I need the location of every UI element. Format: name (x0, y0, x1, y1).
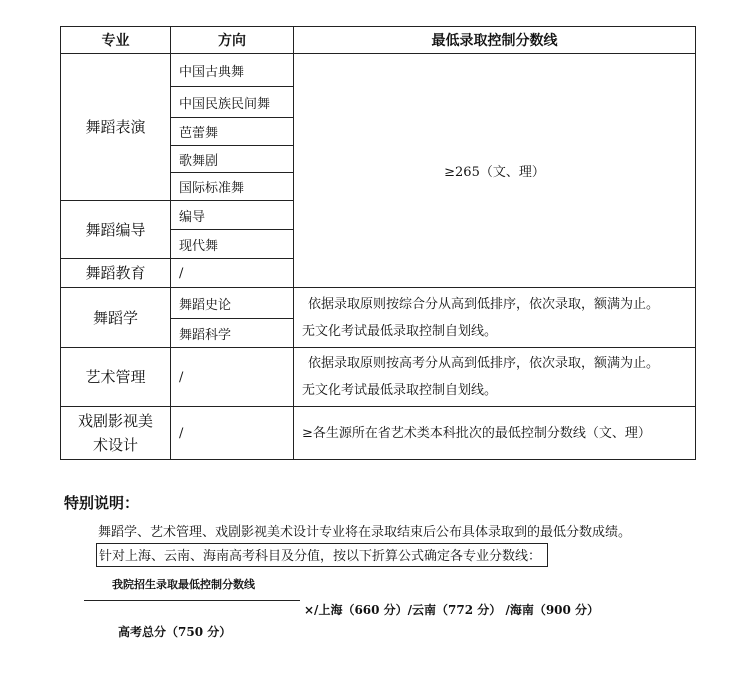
header-direction: 方向 (171, 27, 294, 54)
direction-cell: 编导 (171, 201, 294, 230)
shared-score-cell: ≥265（文、理） (294, 54, 696, 288)
dance-studies-description (294, 288, 696, 348)
direction-cell: 舞蹈科学 (171, 319, 294, 348)
formula-multiplier: ×/上海（660 分）/云南（772 分） /海南（900 分） (304, 603, 600, 617)
description-line: 无文化考试最低录取控制自划线。 (302, 383, 498, 398)
major-art-management: 艺术管理 (61, 348, 171, 407)
major-dance-performance: 舞蹈表演 (61, 54, 171, 201)
table-row (61, 54, 696, 87)
direction-cell: / (171, 407, 294, 460)
drama-design-description: ≥各生源所在省艺术类本科批次的最低控制分数线（文、理） (294, 407, 696, 460)
header-score: 最低录取控制分数线 (294, 27, 696, 54)
direction-cell: 中国古典舞 (171, 54, 294, 87)
score-table (60, 26, 696, 460)
major-dance-choreography: 舞蹈编导 (61, 201, 171, 259)
direction-cell: 芭蕾舞 (171, 118, 294, 146)
major-line: 戏剧影视美 (77, 412, 153, 430)
direction-cell: 国际标准舞 (171, 173, 294, 201)
header-major: 专业 (61, 27, 171, 54)
major-dance-studies: 舞蹈学 (61, 288, 171, 348)
notes-title: 特别说明： (64, 494, 140, 512)
note-line: 舞蹈学、艺术管理、戏剧影视美术设计专业将在录取结束后公布具体录取到的最低分数成绩。 (98, 525, 632, 540)
formula-numerator: 我院招生录取最低控制分数线 (112, 578, 255, 591)
description-line: 依据录取原则按高考分从高到低排序，依次录取，额满为止。 (308, 356, 660, 371)
major-line: 术设计 (92, 436, 138, 454)
formula-denominator: 高考总分（750 分） (118, 625, 232, 639)
table-row (61, 288, 696, 319)
major-dance-education: 舞蹈教育 (61, 259, 171, 288)
description-line: 无文化考试最低录取控制自划线。 (302, 323, 498, 339)
direction-cell: / (171, 259, 294, 288)
direction-cell: 中国民族民间舞 (171, 87, 294, 118)
art-management-description (294, 348, 696, 407)
fraction-bar (84, 600, 300, 601)
direction-cell: 舞蹈史论 (171, 288, 294, 319)
table-header-row (61, 27, 696, 54)
direction-cell: 现代舞 (171, 230, 294, 259)
table-row (61, 407, 696, 460)
major-drama-design (61, 407, 171, 460)
table-row (61, 348, 696, 407)
note-boxed-line: 针对上海、云南、海南高考科目及分值，按以下折算公式确定各专业分数线： (96, 543, 548, 567)
direction-cell: / (171, 348, 294, 407)
direction-cell: 歌舞剧 (171, 146, 294, 173)
description-line: 依据录取原则按综合分从高到低排序，依次录取，额满为止。 (308, 296, 660, 312)
